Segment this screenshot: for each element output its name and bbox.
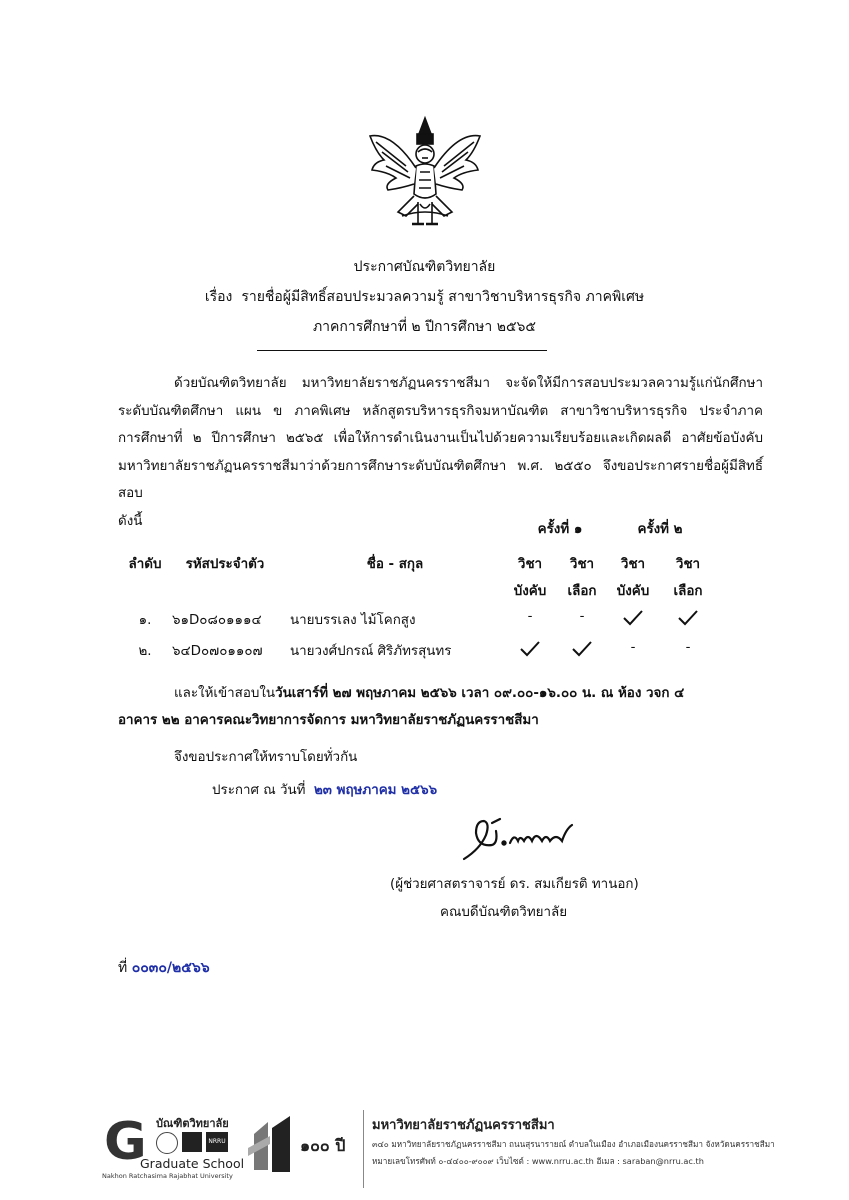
announce-label: ประกาศ ณ วันที่ — [212, 783, 306, 798]
document-number — [118, 957, 210, 979]
document-number-label: ที่ — [118, 960, 128, 976]
col-number-header: ลำดับ — [128, 557, 162, 572]
body-paragraph — [118, 370, 763, 535]
term-line: ภาคการศึกษาที่ ๒ ปีการศึกษา ๒๕๖๕ — [312, 319, 537, 335]
title-divider — [257, 350, 547, 351]
body-line-3: การศึกษาที่ ๒ ปีการศึกษา ๒๕๖๕ เพื่อให้การดำเนินงานเป็นไปด้วยความเรียบร้อยและเกิดผลดี อาศัยข้อบังคับ — [118, 431, 763, 446]
col-id-header: รหัสประจำตัว — [185, 557, 265, 572]
centenary-mark-icon — [244, 1114, 300, 1176]
logo-letter-g: G — [104, 1112, 147, 1172]
r2-required-subject: วิชา — [620, 557, 646, 572]
footer-divider — [363, 1110, 364, 1188]
r2-elective-label: เลือก — [673, 584, 703, 599]
r1-elective-label: เลือก — [567, 584, 597, 599]
exam-line-1-intro: และให้เข้าสอบใน — [174, 686, 276, 701]
round-1-header: ครั้งที่ ๑ — [537, 522, 583, 537]
logo-univ-english: Nakhon Ratchasima Rajabhat University — [102, 1172, 233, 1180]
signature-image — [462, 815, 580, 863]
centenary-label: ๑๐๐ ปี — [300, 1136, 346, 1155]
r2-required-label: บังคับ — [616, 584, 650, 599]
row-student-name: นายวงศ์ปกรณ์ ศิริภัทรสุนทร — [290, 644, 452, 659]
closing-text: จึงขอประกาศให้ทราบโดยทั่วกัน — [174, 750, 358, 765]
check-icon — [677, 609, 699, 627]
subject-text: รายชื่อผู้มีสิทธิ์สอบประมวลความรู้ สาขาวิชาบริหารธุรกิจ ภาคพิเศษ — [241, 289, 645, 305]
body-line-4: มหาวิทยาลัยราชภัฏนครราชสีมาว่าด้วยการศึกษาระดับบัณฑิตศึกษา พ.ศ. ๒๕๕๐ จึงขอประกาศรายชื่อผู้มีสิทธิ์สอบ — [118, 458, 763, 501]
r2-elective-subject: วิชา — [675, 557, 701, 572]
row-number: ๑. — [138, 613, 152, 628]
body-line-1: ด้วยบัณฑิตวิทยาลัย มหาวิทยาลัยราชภัฏนครราชสีมา จะจัดให้มีการสอบประมวลความรู้แก่นักศึกษา — [174, 376, 763, 391]
exam-line-2: อาคาร ๒๒ อาคารคณะวิทยาการจัดการ มหาวิทยาลัยราชภัฏนครราชสีมา — [118, 713, 539, 728]
check-icon — [519, 640, 541, 658]
announce-date: ๒๓ พฤษภาคม ๒๕๖๖ — [313, 783, 438, 798]
footer-contact: หมายเลขโทรศัพท์ ๐-๔๔๐๐-๙๐๐๙ เว็บไซต์ : www.nrru.ac.th อีเมล : saraban@nrru.ac.th — [372, 1156, 704, 1166]
r1-required-label: บังคับ — [513, 584, 547, 599]
row-number: ๒. — [138, 644, 152, 659]
university-seal-icon — [156, 1132, 178, 1154]
r1-elective-subject: วิชา — [569, 557, 595, 572]
col-name-header: ชื่อ - สกุล — [366, 557, 424, 572]
footer-address: ๓๔๐ มหาวิทยาลัยราชภัฏนครราชสีมา ถนนสุรนารายณ์ ตำบลในเมือง อำเภอเมืองนครราชสีมา จังหวัดนครราชสีมา — [372, 1139, 775, 1149]
subject-prefix: เรื่อง — [204, 289, 233, 305]
body-line-2: ระดับบัณฑิตศึกษา แผน ข ภาคพิเศษ หลักสูตรบริหารธุรกิจมหาบัณฑิต สาขาวิชาบริหารธุรกิจ ประจำภาค — [118, 403, 763, 419]
footer-univ-name: มหาวิทยาลัยราชภัฏนครราชสีมา — [372, 1118, 555, 1133]
row-student-name: นายบรรเลง ไม้โคกสูง — [290, 613, 416, 628]
row-student-id: ๖๔D๐๗๐๑๑๐๗ — [172, 644, 263, 659]
logo-grad-school: Graduate School — [140, 1156, 245, 1171]
document-number-value: ๐๐๓๐/๒๕๖๖ — [131, 960, 210, 976]
body-line-5: ดังนี้ — [118, 513, 143, 529]
signatory-name: (ผู้ช่วยศาสตราจารย์ ดร. สมเกียรติ ทานอก) — [390, 877, 639, 892]
exam-line-1 — [174, 682, 684, 703]
logo-nrru: NRRU — [206, 1132, 228, 1152]
announce-line — [212, 779, 437, 800]
square-mark-icon — [182, 1132, 202, 1152]
graduate-school-logo — [100, 1110, 245, 1185]
round-2-header: ครั้งที่ ๒ — [637, 522, 683, 537]
row-student-id: ๖๑D๐๘๐๑๑๑๔ — [172, 613, 262, 628]
row-r2-elective-dash: - — [685, 640, 691, 655]
check-icon — [571, 640, 593, 658]
exam-date-time-room: วันเสาร์ที่ ๒๗ พฤษภาคม ๒๕๖๖ เวลา ๐๙.๐๐-๑๖.๐๐ น. ณ ห้อง วจก ๔ — [275, 686, 685, 701]
row-r1-elective-dash: - — [579, 609, 585, 624]
footer — [0, 1100, 849, 1200]
row-r1-required-dash: - — [527, 609, 533, 624]
subject-line — [0, 286, 849, 308]
r1-required-subject: วิชา — [517, 557, 543, 572]
signatory-position: คณบดีบัณฑิตวิทยาลัย — [440, 905, 568, 920]
check-icon — [622, 609, 644, 627]
issuer-title: ประกาศบัณฑิตวิทยาลัย — [353, 259, 496, 275]
centenary-logo — [244, 1114, 360, 1184]
garuda-emblem — [362, 112, 488, 238]
row-r2-required-dash: - — [630, 640, 636, 655]
logo-grad-thai: บัณฑิตวิทยาลัย — [156, 1117, 229, 1130]
